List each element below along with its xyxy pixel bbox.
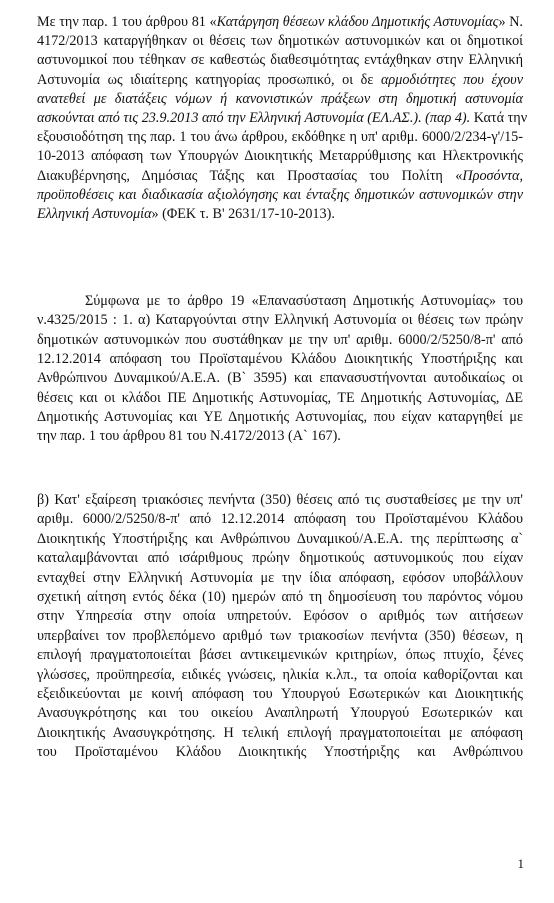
- paragraph-2-line: [37, 390, 523, 407]
- paragraph-3-line: [37, 667, 523, 684]
- text-segment: γλώσσες, προϋπηρεσία, ειδικές γνώσεις, ηλικία κ.λπ., τα οποία καθορίζονται και: [37, 666, 523, 683]
- italic-text-segment: ανατεθεί με διατάξεις νόμων ή κανονιστικών πράξεων στη δημοτική αστυνομία: [37, 90, 523, 107]
- paragraph-2-line: [37, 409, 523, 426]
- text-segment: 10-2013 απόφαση των Υπουργών Διοικητικής Μεταρρύθμισης και Ηλεκτρονικής: [37, 148, 523, 165]
- text-segment: σχετική αίτηση εντός δέκα (10) ημερών από τη δημοσίευση του παρόντος νόμου: [37, 589, 523, 605]
- paragraph-2-line: [37, 370, 523, 387]
- paragraph-3-line: [37, 570, 523, 587]
- paragraph-1-line: [37, 187, 523, 204]
- paragraph-2-line: [85, 293, 523, 310]
- paragraph-3-line: [37, 511, 523, 528]
- text-segment: του Προϊσταμένου Κλάδου Διοικητικής Υποστήριξης και Ανθρώπινου: [37, 744, 523, 761]
- text-segment: ν.4325/2015 : 1. α) Καταργούνται στην Ελληνική Αστυνομία οι θέσεις των πρώην: [37, 312, 523, 329]
- text-segment: Σύμφωνα με το άρθρο 19 «Επανασύσταση Δημοτικής Αστυνομίας» του: [85, 293, 523, 309]
- paragraph-3-line: [37, 686, 523, 703]
- paragraph-1-line: [37, 52, 523, 69]
- paragraph-1-line: [37, 14, 523, 31]
- text-segment: 12.12.2014 απόφαση του Προϊσταμένου Κλάδου Διοικητικής Υποστήριξης και: [37, 350, 523, 367]
- text-segment: » Ν.: [498, 14, 523, 30]
- paragraph-3-line: [37, 705, 523, 722]
- italic-text-segment: ασκούνται από τις 23.9.2013 από την Ελληνική Αστυνομία (ΕΛ.ΑΣ.). (παρ 4).: [37, 110, 471, 126]
- paragraph-2-line: [37, 428, 523, 445]
- paragraph-3-line: [37, 725, 523, 742]
- text-segment: υπερβαίνει τον προβλεπόμενο αριθμό των τριακοσίων πενήντα (350) θέσεων, η: [37, 627, 523, 644]
- text-segment: Αστυνομία ως ιδιαίτερης κατηγορίας προσωπικό, οι δε: [37, 71, 381, 88]
- text-segment: Διακυβέρνησης, Δημόσιας Τάξης και Προστασίας του Πολίτη «: [37, 167, 463, 184]
- text-segment: Διοικητικής Υποστήριξης και Ανθρώπινου Δυναμικού/Α.Ε.Α. της περίπτωσης α`: [37, 530, 523, 547]
- paragraph-3-line: [37, 531, 523, 548]
- italic-text-segment: αρμοδιότητες που έχουν: [380, 71, 523, 88]
- paragraph-2-line: [37, 351, 523, 368]
- italic-text-segment: Κατάργηση θέσεων κλάδου Δημοτικής Αστυνομίας: [216, 14, 499, 30]
- text-segment: Κατά την: [470, 110, 528, 126]
- page-number: 1: [517, 856, 524, 871]
- text-segment: την παρ. 1 του άρθρου 81 του Ν.4172/2013 (Α` 167).: [37, 428, 341, 445]
- paragraph-2-line: [37, 332, 523, 349]
- paragraph-1-line: [37, 129, 523, 146]
- paragraph-1-line: [37, 168, 523, 185]
- text-segment: δημοτικών αστυνομικών που συστάθηκαν με την υπ' αριθμ. 6000/2/5250/8-π' από: [37, 331, 523, 348]
- text-segment: στην Υπηρεσία στην οποία υπηρετούν. Εφόσον ο αριθμός των αιτήσεων: [37, 608, 523, 625]
- paragraph-3-line: [37, 744, 523, 761]
- text-segment: Δημοτικής Αστυνομίας και ΥΕ Δημοτικής Αστυνομίας, που είχαν καταργηθεί με: [37, 408, 523, 425]
- text-segment: Ανασυγκρότησης και του οικείου Αναπληρωτή Υπουργού Εσωτερικών και: [37, 705, 523, 722]
- text-segment: 4172/2013 καταργήθηκαν οι θέσεις των δημοτικών αστυνομικών και οι δημοτικοί: [37, 33, 523, 50]
- paragraph-3-line: [37, 647, 523, 664]
- paragraph-1-line: [37, 148, 523, 165]
- text-segment: » (ΦΕΚ τ. Β' 2631/17-10-2013).: [151, 206, 335, 222]
- paragraph-2-line: [37, 312, 523, 329]
- text-segment: αριθμ. 6000/2/5250/8-π' από 12.12.2014 απόφαση του Προϊσταμένου Κλάδου: [37, 511, 523, 528]
- text-segment: καταλαμβάνονται από ισάριθμους πρώην δημοτικούς αστυνομικούς που είχαν: [37, 550, 523, 567]
- paragraph-1-line: [37, 72, 523, 89]
- text-segment: αστυνομικοί που τέθηκαν σε καθεστώς διαθεσιμότητας εντάχθηκαν στην Ελληνική: [37, 52, 523, 69]
- text-segment: Διοικητικής Ανασυγκρότησης. Η τελική επιλογή πραγματοποιείται με απόφαση: [37, 724, 523, 741]
- text-segment: εξουσιοδότηση της παρ. 1 του άνω άρθρου, εκδόθηκε η υπ' αριθμ. 6000/2/234-γ'/15-: [37, 129, 523, 146]
- paragraph-3-line: [37, 589, 523, 606]
- text-segment: εξειδικεύονται με κοινή απόφαση του Υπουργού Εσωτερικών και Διοικητικής: [37, 686, 523, 702]
- paragraph-1-line: [37, 33, 523, 50]
- text-segment: επιλογή πραγματοποιείται βάσει αντικειμενικών κριτηρίων, όπως πτυχίο, ξένες: [37, 647, 523, 664]
- paragraph-3-line: [37, 628, 523, 645]
- text-segment: θέσεις και οι κλάδοι ΠΕ Δημοτικής Αστυνομίας, ΤΕ Δημοτικής Αστυνομίας, ΔΕ: [37, 389, 523, 406]
- paragraph-1-line: [37, 91, 523, 108]
- paragraph-3-line: [37, 492, 523, 509]
- italic-text-segment: προϋποθέσεις και διαδικασία αξιολόγησης και ένταξης δημοτικών αστυνομικών στην: [37, 186, 523, 203]
- paragraph-1-line: [37, 206, 523, 223]
- text-segment: Με την παρ. 1 του άρθρου 81 «: [37, 14, 217, 30]
- paragraph-1-line: [37, 110, 528, 127]
- italic-text-segment: Ελληνική Αστυνομία: [37, 206, 152, 222]
- italic-text-segment: Προσόντα,: [462, 167, 523, 184]
- paragraph-3-line: [37, 550, 523, 567]
- text-segment: β) Κατ' εξαίρεση τριακόσιες πενήντα (350) θέσεις από τις συσταθείσες με την υπ': [37, 492, 523, 508]
- text-segment: Ανθρώπινου Δυναμικού/Α.Ε.Α. (Β` 3595) και επανασυστήνονται αυτοδικαίως οι: [37, 370, 523, 387]
- paragraph-3-line: [37, 608, 523, 625]
- text-segment: ενταχθεί στην Ελληνική Αστυνομία με την ίδια απόφαση, εφόσον υποβάλλουν: [37, 569, 523, 586]
